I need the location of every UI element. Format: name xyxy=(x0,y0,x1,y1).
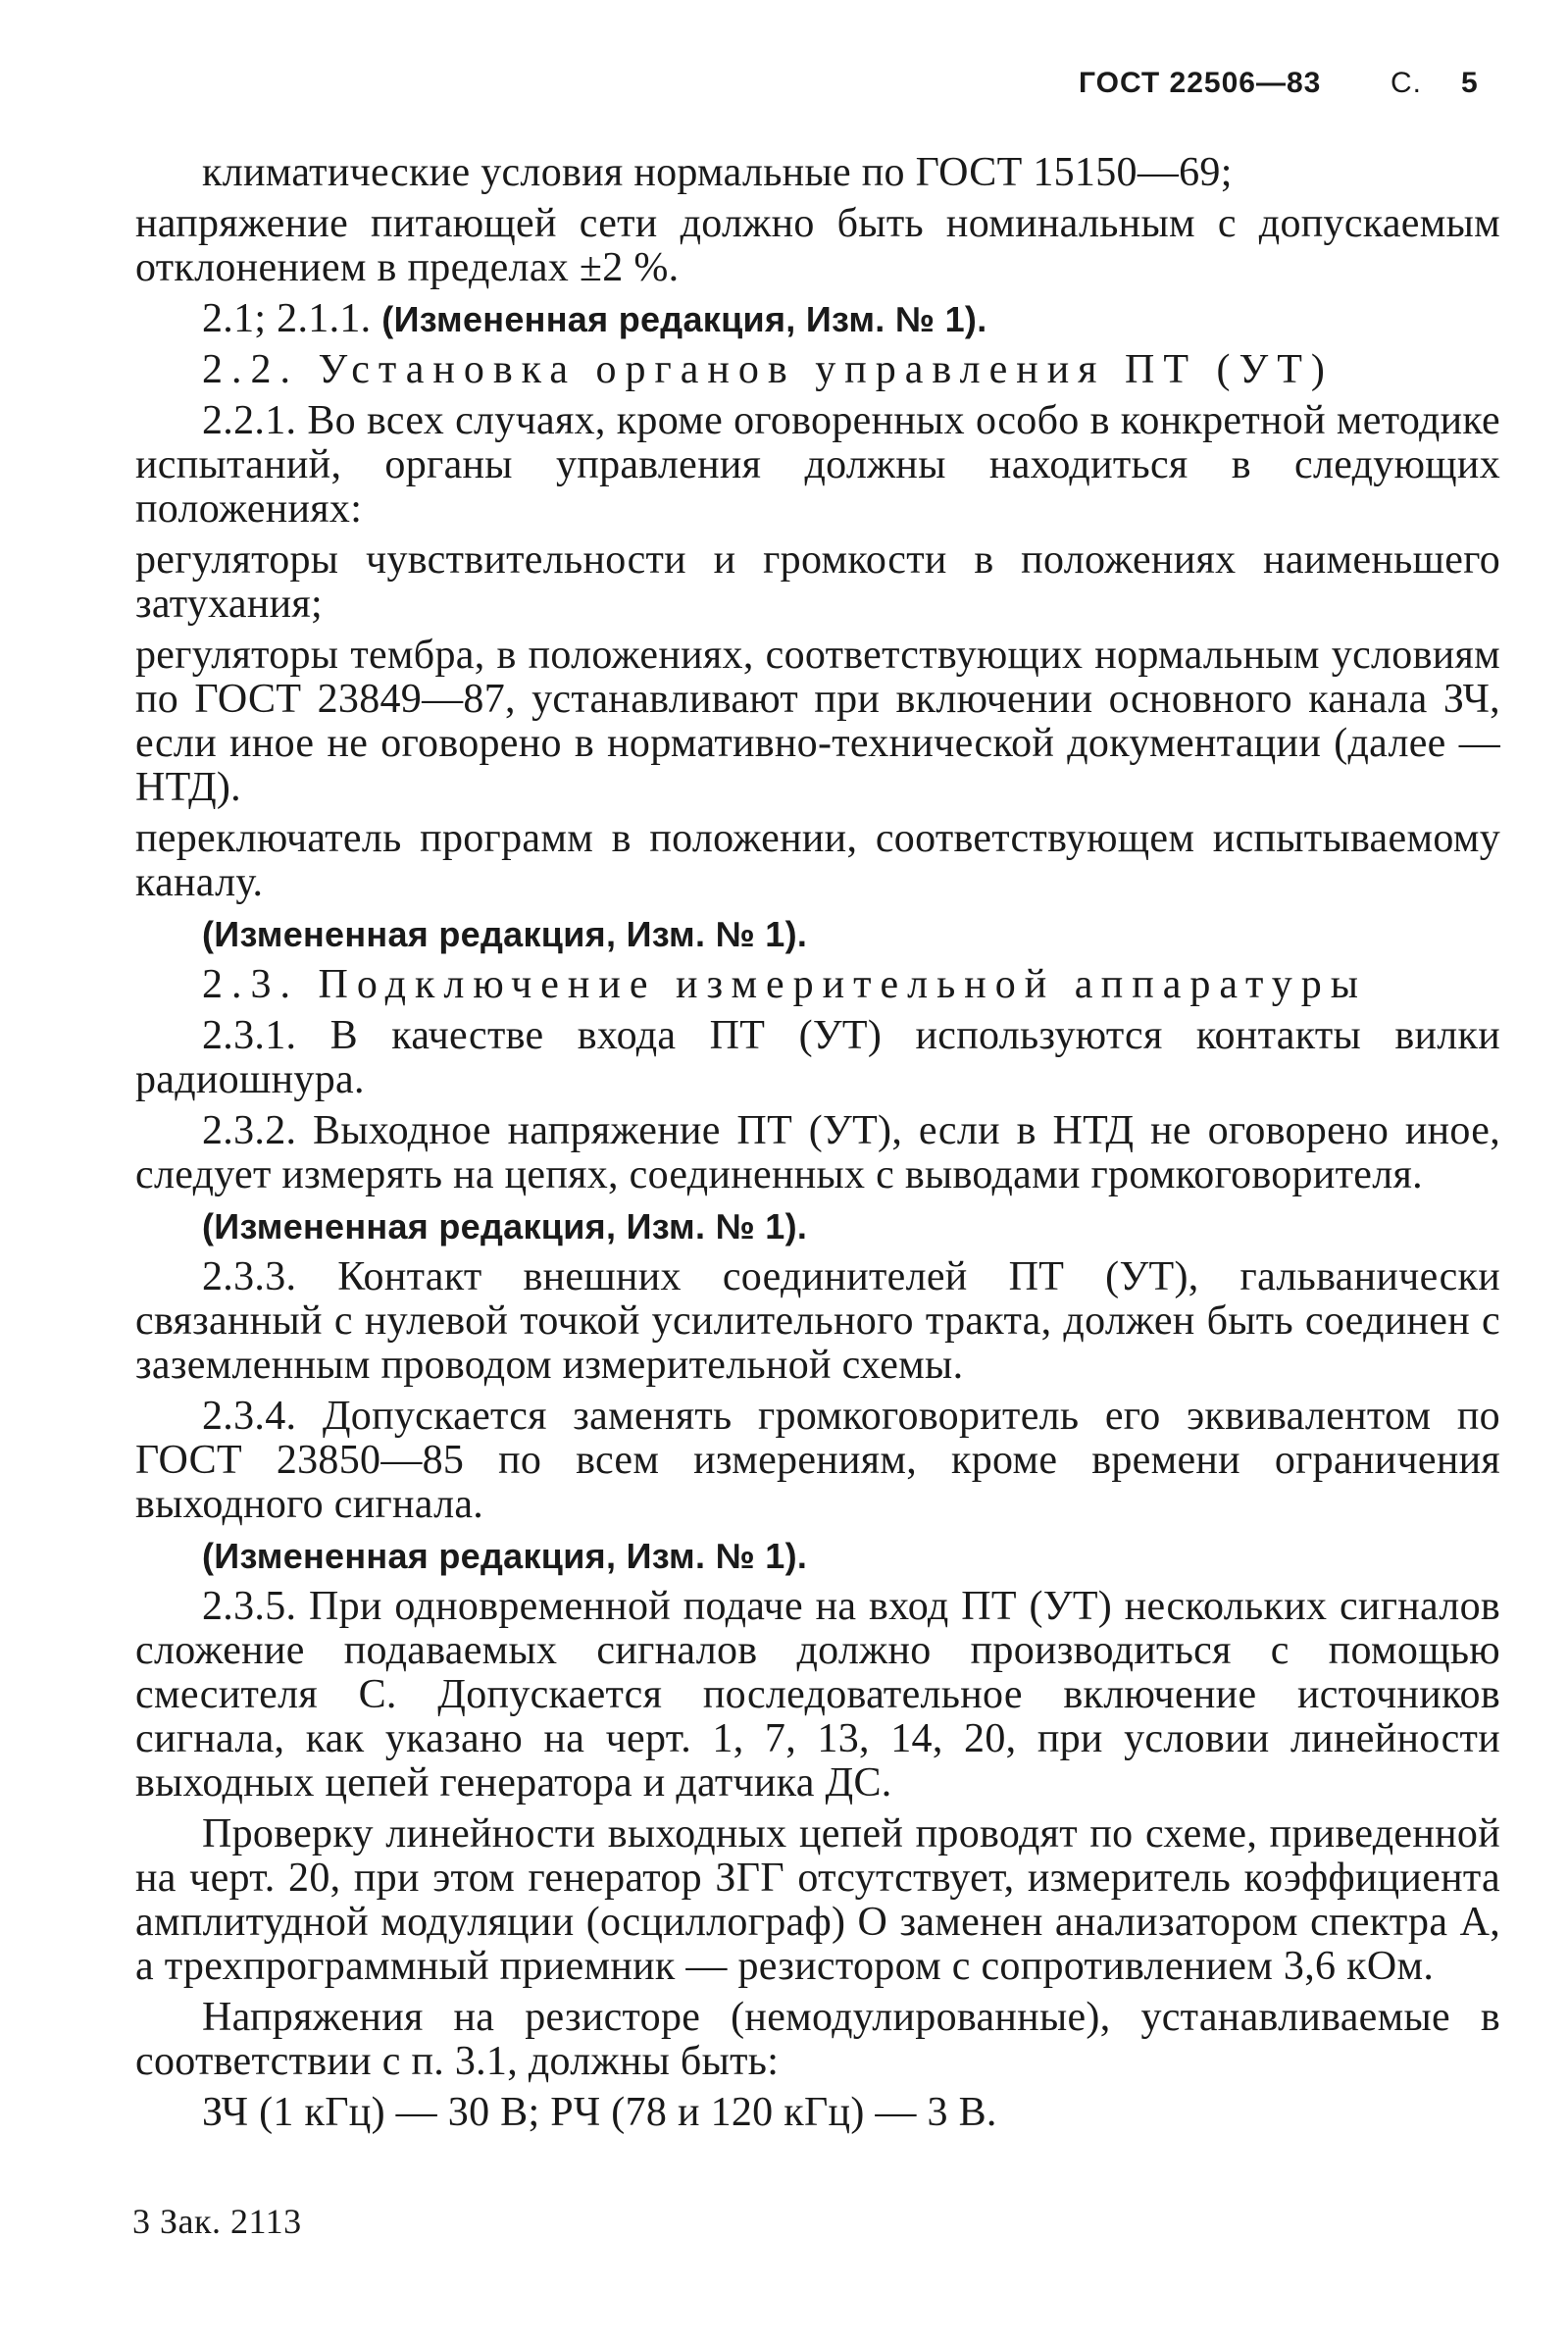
page-number: 5 xyxy=(1461,67,1479,99)
running-header xyxy=(1079,67,1491,110)
paragraph: переключатель программ в положении, соответствующем испытываемому каналу. xyxy=(135,816,1500,905)
section-heading: 2.2. Установка органов управления ПТ (УТ) xyxy=(202,347,1334,392)
paragraph: регуляторы тембра, в положениях, соответствующих нормальным условиям по ГОСТ 23849—87, устанавливают при включении основного канала ЗЧ, если иное не оговорено в нормативно-технической документации (далее — НТД). xyxy=(135,633,1500,810)
paragraph: ЗЧ (1 кГц) — 30 В; РЧ (78 и 120 кГц) — 3 В. xyxy=(202,2090,997,2135)
paragraph: климатические условия нормальные по ГОСТ 15150—69; xyxy=(202,150,1233,195)
standard-designation: ГОСТ 22506—83 xyxy=(1079,67,1322,99)
amendment-note: (Измененная редакция, Изм. № 1). xyxy=(381,299,987,339)
paragraph: Проверку линейности выходных цепей проводят по схеме, приведенной на черт. 20, при этом генератор ЗГГ отсутствует, измеритель коэффициента амплитудной модуляции (осциллограф) О заменен анализатором спектра А, а трехпрограммный приемник — резистором с сопротивлением 3,6 кОм. xyxy=(135,1811,1500,1989)
paragraph: 2.3.4. Допускается заменять громкоговоритель его эквивалентом по ГОСТ 23850—85 по всем измерениям, кроме времени ограничения выходного сигнала. xyxy=(135,1394,1500,1527)
paragraph xyxy=(135,297,1500,341)
printer-footer-note: 3 Зак. 2113 xyxy=(132,2202,302,2241)
clause-reference: 2.1; 2.1.1. xyxy=(202,296,372,341)
paragraph: 2.3.1. В качестве входа ПТ (УТ) используются контакты вилки радиошнура. xyxy=(135,1013,1500,1102)
page-label: С. xyxy=(1391,67,1422,99)
paragraph: 2.3.3. Контакт внешних соединителей ПТ (УТ), гальванически связанный с нулевой точкой усилительного тракта, должен быть соединен с заземленным проводом измерительной схемы. xyxy=(135,1254,1500,1388)
amendment-note: (Измененная редакция, Изм. № 1). xyxy=(202,1536,808,1576)
amendment-note: (Измененная редакция, Изм. № 1). xyxy=(202,1206,808,1246)
paragraph: Напряжения на резисторе (немодулированные), устанавливаемые в соответствии с п. 3.1, должны быть: xyxy=(135,1995,1500,2084)
paragraph: напряжение питающей сети должно быть номинальным с допускаемым отклонением в пределах ±2 %. xyxy=(135,201,1500,290)
amendment-note: (Измененная редакция, Изм. № 1). xyxy=(202,914,808,954)
paragraph: 2.3.2. Выходное напряжение ПТ (УТ), если в НТД не оговорено иное, следует измерять на цепях, соединенных с выводами громкоговорителя. xyxy=(135,1108,1500,1197)
body-text xyxy=(135,151,1500,2142)
paragraph: 2.2.1. Во всех случаях, кроме оговоренных особо в конкретной методике испытаний, органы управления должны находиться в следующих положениях: xyxy=(135,398,1500,532)
section-heading: 2.3. Подключение измерительной аппаратуры xyxy=(202,962,1367,1007)
paragraph: 2.3.5. При одновременной подаче на вход ПТ (УТ) нескольких сигналов сложение подаваемых сигналов должно производиться с помощью смесителя С. Допускается последовательное включение источников сигнала, как указано на черт. 1, 7, 13, 14, 20, при условии линейности выходных цепей генератора и датчика ДС. xyxy=(135,1584,1500,1806)
paragraph: регуляторы чувствительности и громкости в положениях наименьшего затухания; xyxy=(135,537,1500,627)
